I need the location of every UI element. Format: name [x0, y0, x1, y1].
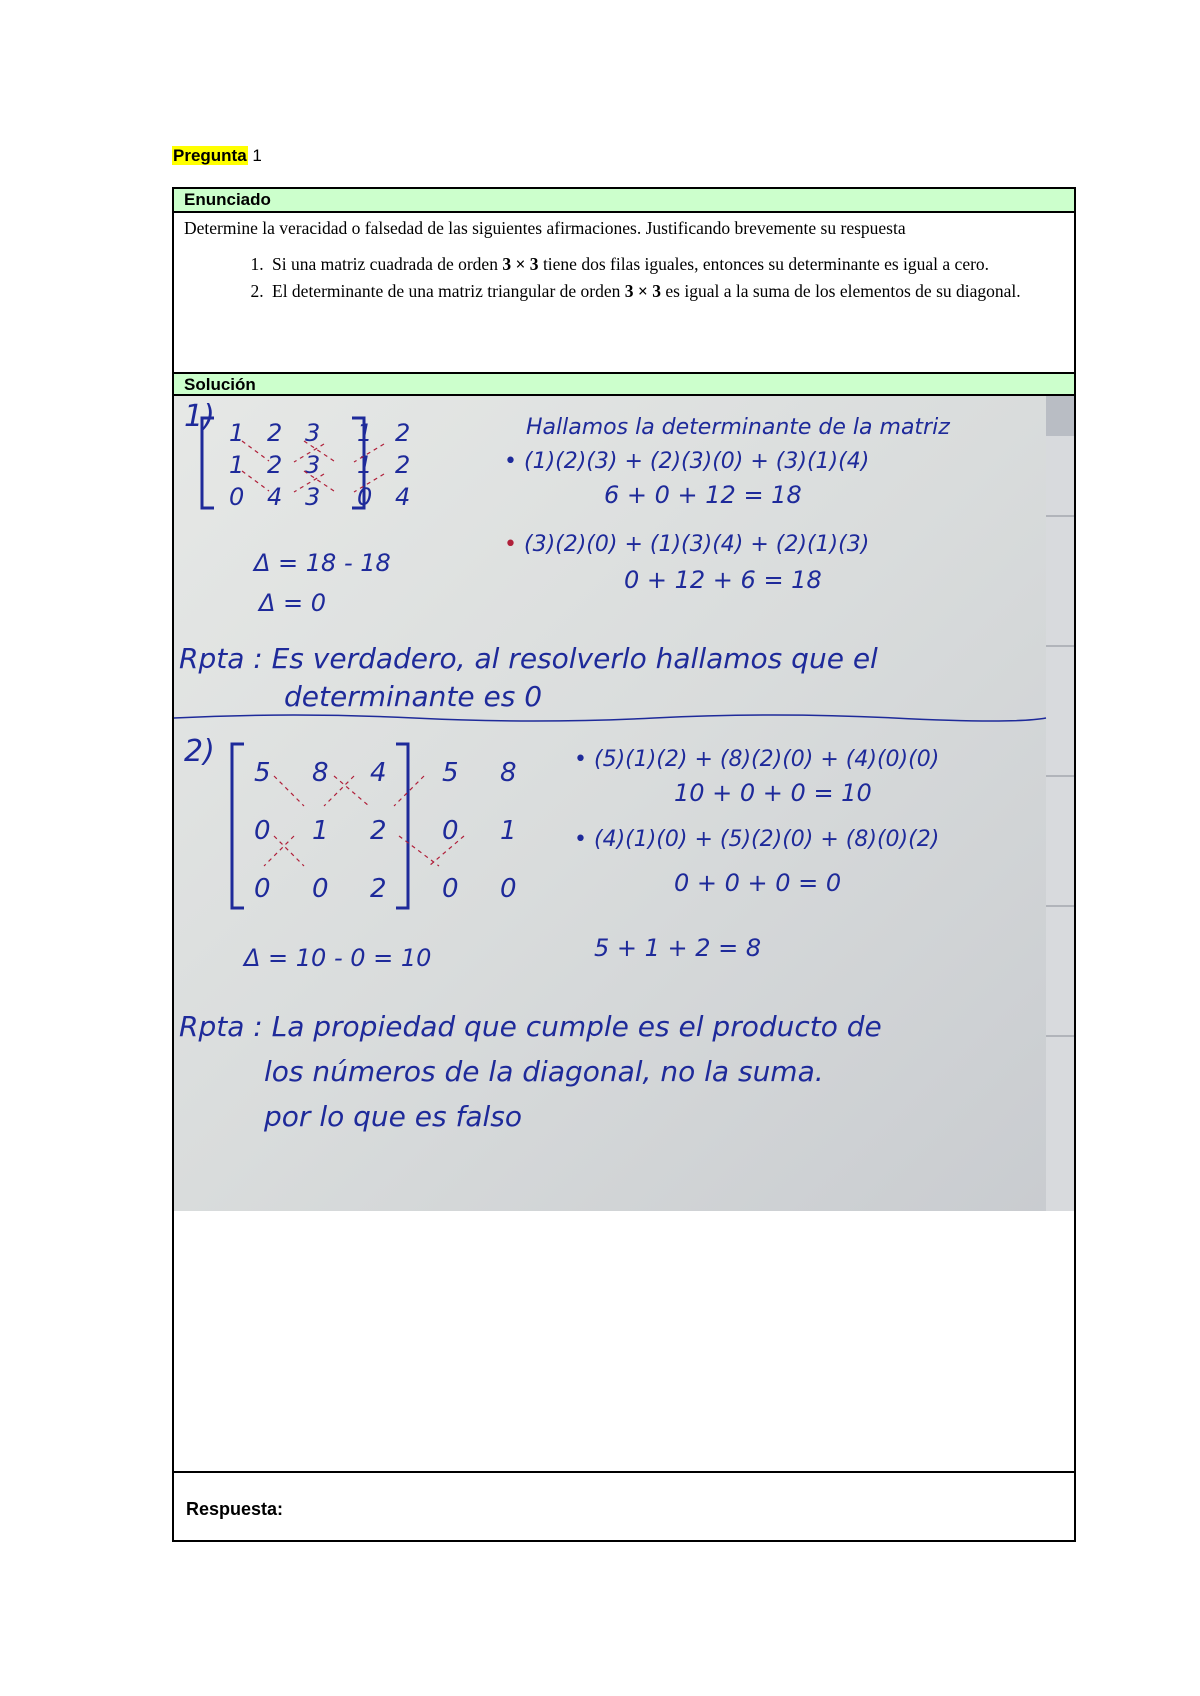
- matrix-1-cell-r3-c4: 0: [357, 483, 373, 511]
- matrix-2-cell-r1-c5: 8: [500, 758, 517, 788]
- matrix-2-cell-r2-c2: 1: [312, 816, 329, 846]
- question-number: 1: [252, 146, 262, 165]
- enunciado-body: [184, 215, 1064, 305]
- part-1-answer-line-2: determinante es 0: [284, 680, 543, 713]
- part-1-label: 1): [184, 399, 215, 434]
- part-2-delta: Δ = 10 - 0 = 10: [244, 944, 432, 972]
- question-title: [172, 146, 262, 166]
- part-2-diagonal-sum: 5 + 1 + 2 = 8: [594, 934, 762, 962]
- part-2-line-1: • (5)(1)(2) + (8)(2)(0) + (4)(0)(0): [574, 747, 940, 772]
- question-table: [172, 187, 1076, 1542]
- part-1-line-4: 0 + 12 + 6 = 18: [624, 566, 822, 594]
- enunciado-header: Enunciado: [174, 189, 1074, 213]
- matrix-1-cell-r1-c5: 2: [395, 419, 411, 447]
- matrix-1-cell-r3-c3: 3: [305, 483, 321, 511]
- matrix-1-cell-r3-c2: 4: [267, 483, 283, 511]
- statement-2-pre: El determinante de una matriz triangular de orden: [272, 281, 625, 301]
- respuesta-divider: [174, 1471, 1074, 1473]
- matrix-2-cell-r3-c4: 0: [442, 874, 459, 904]
- enunciado-intro: Determine la veracidad o falsedad de las siguientes afirmaciones. Justificando brevemente su respuesta: [184, 218, 906, 238]
- part-2-line-4: 0 + 0 + 0 = 0: [674, 869, 842, 897]
- matrix-1-cell-r2-c3: 3: [305, 451, 321, 479]
- solucion-header: Solución: [174, 372, 1074, 396]
- matrix-1-cell-r2-c1: 1: [229, 451, 245, 479]
- statement-2-post: es igual a la suma de los elementos de su diagonal.: [661, 281, 1021, 301]
- part-1-line-3: • (3)(2)(0) + (1)(3)(4) + (2)(1)(3): [504, 532, 870, 557]
- part-2-label: 2): [184, 734, 215, 769]
- paper-sheet: [174, 396, 1046, 1211]
- statement-item-2: [268, 278, 1064, 305]
- part-2-answer-line-1: Rpta : La propiedad que cumple es el producto de: [179, 1010, 882, 1043]
- matrix-2-cell-r3-c3: 2: [370, 874, 387, 904]
- part-2-answer-line-3: por lo que es falso: [264, 1100, 523, 1133]
- part-1-delta-1: Δ = 18 - 18: [254, 549, 391, 577]
- part-2-answer-line-2: los números de la diagonal, no la suma.: [264, 1055, 824, 1088]
- handwriting-canvas: [174, 396, 1074, 1211]
- statement-item-1: [268, 251, 1064, 278]
- statement-1-pre: Si una matriz cuadrada de orden: [272, 254, 503, 274]
- respuesta-label: Respuesta:: [186, 1499, 284, 1519]
- matrix-1-cell-r1-c3: 3: [305, 419, 321, 447]
- part-1-answer-line-1: Rpta : Es verdadero, al resolverlo hallamos que el: [179, 642, 878, 675]
- matrix-2-cell-r1-c4: 5: [442, 758, 459, 788]
- matrix-1-cell-r2-c2: 2: [267, 451, 283, 479]
- question-label: Pregunta: [173, 146, 247, 165]
- matrix-2-cell-r2-c3: 2: [370, 816, 387, 846]
- matrix-2-cell-r1-c1: 5: [254, 758, 271, 788]
- matrix-2-cell-r2-c1: 0: [254, 816, 271, 846]
- part-2-line-2: 10 + 0 + 0 = 10: [674, 779, 872, 807]
- part-1-delta-2: Δ = 0: [259, 589, 327, 617]
- matrix-1-cell-r1-c4: 1: [357, 419, 373, 447]
- paper-edge: [1046, 436, 1074, 1211]
- matrix-1-cell-r2-c5: 2: [395, 451, 411, 479]
- statement-1-post: tiene dos filas iguales, entonces su determinante es igual a cero.: [538, 254, 990, 274]
- matrix-1-cell-r1-c1: 1: [229, 419, 245, 447]
- matrix-2-cell-r3-c5: 0: [500, 874, 517, 904]
- matrix-2-cell-r2-c5: 1: [500, 816, 517, 846]
- matrix-2-cell-r1-c2: 8: [312, 758, 329, 788]
- statement-list: [184, 251, 1064, 305]
- part-1-title: Hallamos la determinante de la matriz: [526, 415, 950, 440]
- matrix-1-cell-r3-c1: 0: [229, 483, 245, 511]
- matrix-2-cell-r1-c3: 4: [370, 758, 387, 788]
- matrix-1-cell-r2-c4: 1: [357, 451, 373, 479]
- matrix-2-cell-r2-c4: 0: [442, 816, 459, 846]
- matrix-1-cell-r1-c2: 2: [267, 419, 283, 447]
- handwritten-solution-photo: [174, 396, 1074, 1211]
- part-1-line-1: • (1)(2)(3) + (2)(3)(0) + (3)(1)(4): [504, 449, 870, 474]
- matrix-2-cell-r3-c1: 0: [254, 874, 271, 904]
- statement-1-math: 3 × 3: [502, 254, 539, 274]
- statement-2-math: 3 × 3: [624, 281, 662, 301]
- matrix-2-cell-r3-c2: 0: [312, 874, 329, 904]
- part-1-line-2: 6 + 0 + 12 = 18: [604, 481, 802, 509]
- part-2-line-3: • (4)(1)(0) + (5)(2)(0) + (8)(0)(2): [574, 827, 940, 852]
- matrix-1-cell-r3-c5: 4: [395, 483, 411, 511]
